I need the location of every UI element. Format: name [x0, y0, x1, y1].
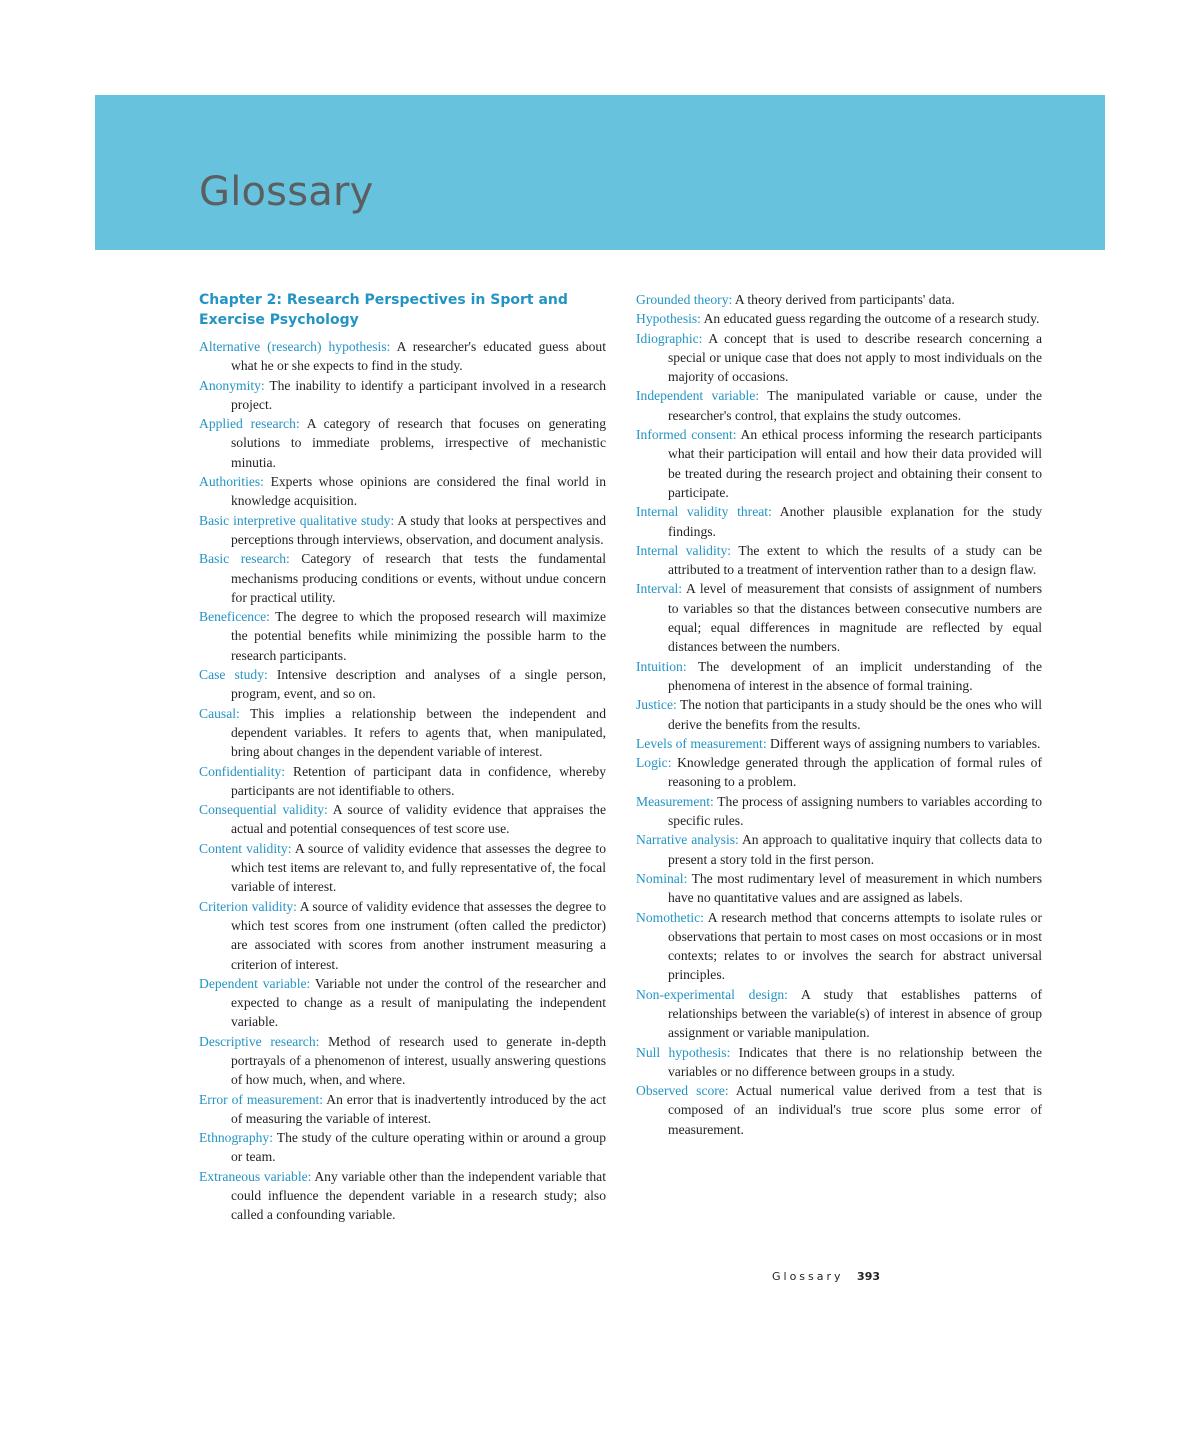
glossary-definition: A research method that concerns attempts to isolate rules or observations that pertain to most cases on most occasions or in most contexts; relates to or involves the search for abstract universal principles. [668, 909, 1042, 983]
glossary-definition: Actual numerical value derived from a test that is composed of an individual's true score plus some error of measurement. [668, 1083, 1043, 1137]
glossary-entry [636, 309, 1042, 328]
glossary-term: Measurement: [636, 793, 714, 809]
glossary-definition: Different ways of assigning numbers to variables. [766, 735, 1041, 751]
glossary-definition: A level of measurement that consists of assignment of numbers to variables so that the distances between consecutive numbers are equal; equal differences in magnitude are reflected by equal distances between the numbers. [668, 581, 1042, 655]
glossary-definition: The degree to which the proposed research will maximize the potential benefits while minimizing the possible harm to the research participants. [231, 609, 606, 663]
glossary-entry [636, 657, 1042, 696]
glossary-term: Nominal: [636, 870, 688, 886]
glossary-definition: Intensive description and analyses of a single person, program, event, and so on. [231, 667, 606, 702]
glossary-term: Justice: [636, 697, 677, 713]
glossary-entry [199, 665, 606, 704]
glossary-entry [636, 502, 1042, 541]
glossary-term: Logic: [636, 755, 672, 771]
footer-label: Glossary [772, 1270, 844, 1283]
glossary-term: Nomothetic: [636, 909, 704, 925]
glossary-entry [636, 695, 1042, 734]
glossary-term: Interval: [636, 581, 683, 597]
glossary-term: Internal validity: [636, 542, 732, 558]
glossary-definition: Variable not under the control of the researcher and expected to change as a result of manipulating the independent variable. [231, 975, 606, 1030]
glossary-entry [636, 908, 1042, 985]
glossary-entry [199, 974, 606, 1032]
glossary-entry [636, 734, 1042, 753]
glossary-definition: A study that establishes patterns of relationships between the variable(s) of interest in absence of group assignment or variable manipulation. [668, 986, 1042, 1041]
glossary-entry [636, 425, 1042, 502]
glossary-entry [636, 869, 1042, 908]
glossary-entry [199, 800, 606, 839]
page-number: 393 [857, 1270, 881, 1283]
glossary-term: Intuition: [636, 658, 687, 674]
glossary-term: Authorities: [199, 474, 264, 490]
glossary-term: Consequential validity: [199, 802, 328, 818]
glossary-definition: Any variable other than the independent variable that could influence the dependent variable in a research study; also called a confounding variable. [231, 1168, 606, 1223]
glossary-definition: A source of validity evidence that assesses the degree to which test items are relevant to, and fully representative of, the focal variable of interest. [231, 840, 606, 895]
glossary-entry [199, 472, 606, 511]
glossary-column-right [636, 290, 1042, 1139]
glossary-definition: The study of the culture operating within or around a group or team. [231, 1130, 606, 1165]
glossary-column-left [199, 290, 606, 1225]
glossary-entry [199, 1167, 606, 1225]
glossary-term: Ethnography: [199, 1130, 273, 1146]
glossary-definition: An ethical process informing the research participants what their participation will entail and how their data provided will be treated during the research project and obtaining their consent to participate. [668, 427, 1042, 500]
glossary-definition: An educated guess regarding the outcome of a research study. [700, 311, 1040, 327]
glossary-entry [199, 511, 606, 550]
glossary-definition: A source of validity evidence that appraises the actual and potential consequences of test score use. [231, 802, 606, 837]
glossary-definition: The process of assigning numbers to variables according to specific rules. [668, 793, 1042, 829]
glossary-term: Applied research: [199, 416, 300, 432]
glossary-entry [199, 762, 606, 801]
glossary-term: Independent variable: [636, 388, 760, 404]
glossary-definition: The most rudimentary level of measurement in which numbers have no quantitative values and are assigned as labels. [668, 870, 1042, 906]
glossary-definition: This implies a relationship between the independent and dependent variables. It refers to agents that, when manipulated, bring about changes in the dependent variable of interest. [231, 705, 606, 760]
glossary-term: Null hypothesis: [636, 1044, 731, 1060]
glossary-definition: Category of research that tests the fundamental mechanisms producing conditions or events, without undue concern for practical utility. [231, 551, 606, 605]
glossary-definition: Experts whose opinions are considered the final world in knowledge acquisition. [231, 474, 606, 509]
glossary-definition: A concept that is used to describe research concerning a special or unique case that does not apply to most individuals on the majority of occasions. [668, 330, 1042, 385]
glossary-term: Descriptive research: [199, 1033, 320, 1049]
glossary-term: Alternative (research) hypothesis: [199, 339, 391, 354]
glossary-entry [636, 329, 1042, 387]
glossary-list-right [636, 290, 1042, 1139]
glossary-entry [199, 376, 606, 415]
glossary-entry [636, 1043, 1042, 1082]
glossary-entry [199, 1090, 606, 1129]
glossary-definition: A researcher's educated guess about what he or she expects to find in the study. [231, 339, 607, 374]
glossary-term: Observed score: [636, 1083, 729, 1099]
glossary-term: Error of measurement: [199, 1091, 324, 1107]
glossary-term: Beneficence: [199, 609, 270, 625]
glossary-definition: The development of an implicit understanding of the phenomena of interest in the absence of formal training. [668, 658, 1042, 693]
glossary-term: Confidentiality: [199, 763, 286, 779]
glossary-entry [199, 1032, 606, 1090]
page-title: Glossary [199, 169, 374, 215]
glossary-entry [199, 607, 606, 665]
glossary-term: Basic research: [199, 551, 290, 567]
glossary-entry [199, 414, 606, 472]
glossary-term: Idiographic: [636, 330, 703, 346]
glossary-definition: The inability to identify a participant involved in a research project. [231, 377, 606, 412]
glossary-definition: Retention of participant data in confidence, whereby participants are not identifiable to others. [231, 763, 606, 798]
glossary-term: Criterion validity: [199, 898, 297, 914]
glossary-definition: A theory derived from participants' data. [732, 292, 955, 307]
glossary-definition: The extent to which the results of a study can be attributed to a treatment of intervention rather than to a design flaw. [668, 542, 1042, 578]
glossary-definition: Indicates that there is no relationship between the variables or no difference between groups in a study. [668, 1044, 1042, 1079]
glossary-definition: The notion that participants in a study should be the ones who will derive the benefits from the results. [668, 697, 1042, 732]
glossary-definition: An approach to qualitative inquiry that collects data to present a story told in the first person. [668, 832, 1042, 867]
glossary-entry [636, 386, 1042, 425]
glossary-list-left [199, 337, 606, 1225]
glossary-term: Content validity: [199, 840, 292, 856]
glossary-definition: An error that is inadvertently introduced by the act of measuring the variable of interest. [231, 1091, 606, 1126]
glossary-definition: Another plausible explanation for the study findings. [668, 504, 1042, 539]
glossary-entry [199, 1128, 606, 1167]
glossary-term: Basic interpretive qualitative study: [199, 512, 395, 528]
glossary-definition: Knowledge generated through the application of formal rules of reasoning to a problem. [668, 755, 1042, 790]
glossary-entry [199, 839, 606, 897]
page-footer [772, 1270, 880, 1283]
glossary-term: Anonymity: [199, 377, 265, 393]
glossary-term: Non-experimental design: [636, 986, 788, 1002]
glossary-term: Levels of measurement: [636, 735, 767, 751]
glossary-term: Internal validity threat: [636, 504, 772, 520]
glossary-definition: A category of research that focuses on generating solutions to immediate problems, irrespective of mechanistic minutia. [231, 416, 607, 470]
glossary-entry [636, 1081, 1042, 1139]
glossary-entry [636, 579, 1042, 656]
glossary-term: Case study: [199, 667, 268, 683]
glossary-term: Grounded theory: [636, 292, 733, 307]
glossary-entry [636, 541, 1042, 580]
glossary-term: Causal: [199, 705, 240, 721]
glossary-entry [636, 290, 1042, 309]
glossary-entry [636, 985, 1042, 1043]
glossary-definition: The manipulated variable or cause, under the researcher's control, that explains the study outcomes. [668, 388, 1042, 423]
glossary-term: Hypothesis: [636, 311, 701, 327]
glossary-term: Narrative analysis: [636, 832, 739, 848]
glossary-entry [199, 704, 606, 762]
glossary-term: Informed consent: [636, 427, 737, 443]
chapter-heading: Chapter 2: Research Perspectives in Sport and Exercise Psychology [199, 292, 568, 328]
glossary-entry [636, 792, 1042, 831]
glossary-entry [636, 830, 1042, 869]
glossary-entry [199, 549, 606, 607]
glossary-term: Extraneous variable: [199, 1168, 312, 1184]
header-band [95, 95, 1105, 250]
glossary-definition: A source of validity evidence that assesses the degree to which test scores from one instrument (often called the predictor) are associated with scores from another instrument measuring a criterion of interest. [231, 898, 606, 972]
glossary-entry [636, 753, 1042, 792]
glossary-term: Dependent variable: [199, 975, 311, 991]
glossary-definition: Method of research used to generate in-depth portrayals of a phenomenon of interest, usually answering questions of how much, when, and where. [231, 1033, 607, 1088]
glossary-entry [199, 897, 606, 974]
glossary-definition: A study that looks at perspectives and perceptions through interviews, observation, and document analysis. [231, 512, 606, 547]
glossary-entry [199, 337, 606, 376]
